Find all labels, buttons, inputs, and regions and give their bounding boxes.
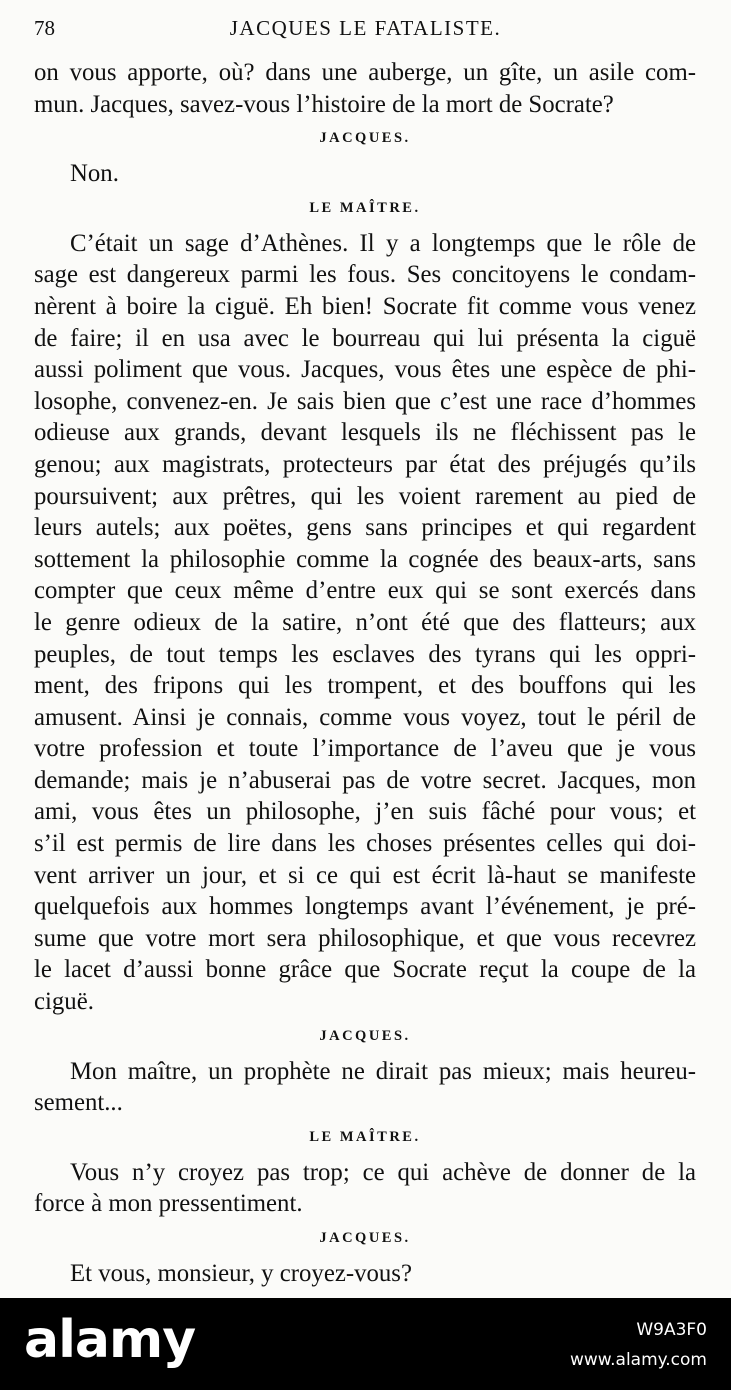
- speaker-heading: JACQUES.: [319, 1027, 411, 1044]
- text-line: genou; aux magistrats, protecteurs par état des préjugés qu’ils: [34, 450, 696, 478]
- text-line: on vous apporte, où? dans une auberge, un gîte, un asile com-: [34, 59, 696, 86]
- text-line: compter que ceux même d’entre eux qui se sont exercés dans: [34, 577, 696, 605]
- text-line: le genre odieux de la satire, n’ont été que des flatteurs; aux: [34, 608, 696, 636]
- watermark-url: www.alamy.com: [569, 1350, 707, 1370]
- text-line: leurs autels; aux poëtes, gens sans principes et qui regardent: [34, 514, 696, 542]
- text-line: C’était un sage d’Athènes. Il y a longtemps que le rôle de: [70, 229, 696, 257]
- text-line: losophe, convenez-en. Je sais bien que c’est une race d’hommes: [34, 387, 696, 415]
- paragraph: [34, 1157, 696, 1220]
- text-line: le lacet d’aussi bonne grâce que Socrate reçut la coupe de la: [34, 956, 696, 984]
- text-line: mun. Jacques, savez-vous l’histoire de la mort de Socrate?: [34, 90, 614, 118]
- speaker-heading: JACQUES.: [319, 1230, 411, 1246]
- paragraph: [34, 228, 696, 1018]
- text-line: quelquefois aux hommes longtemps avant l’événement, je pré-: [34, 893, 696, 921]
- text-line: s’il est permis de lire dans les choses présentes celles qui doi-: [34, 830, 696, 858]
- paragraph: [34, 158, 696, 190]
- paragraph: [34, 57, 696, 120]
- text-line: sement...: [34, 1089, 123, 1117]
- text-line: ment, des fripons qui les trompent, et des bouffons qui les: [34, 672, 696, 700]
- text-line: sage est dangereux parmi les fous. Ses concitoyens le condam-: [34, 261, 696, 289]
- text-line: de faire; il en usa avec le bourreau qui lui présenta la ciguë: [34, 324, 696, 352]
- alamy-logo: alamy: [24, 1310, 196, 1370]
- text-line: Et vous, monsieur, y croyez-vous?: [70, 1260, 412, 1287]
- text-line: ciguë.: [34, 988, 94, 1016]
- speaker-heading: JACQUES.: [319, 130, 411, 147]
- text-line: Mon maître, un prophète ne dirait pas mieux; mais heureu-: [70, 1057, 696, 1085]
- text-line: nèrent à boire la ciguë. Eh bien! Socrate fit comme vous venez: [34, 292, 696, 320]
- page-number: 78: [34, 16, 55, 40]
- text-line: force à mon pressentiment.: [34, 1190, 303, 1218]
- text-line: sottement la philosophie comme la cognée des beaux-arts, sans: [34, 545, 696, 573]
- text-line: Non.: [70, 160, 119, 188]
- image-id: W9A3F0: [636, 1320, 707, 1340]
- text-line: sume que votre mort sera philosophique, et que vous recevrez: [34, 924, 696, 952]
- watermark-banner: [0, 1298, 731, 1390]
- text-line: peuples, de tout temps les esclaves des tyrans qui les oppri-: [34, 640, 696, 668]
- speaker-heading: LE MAÎTRE.: [309, 199, 421, 216]
- text-line: poursuivent; aux prêtres, qui les voient rarement au pied de: [34, 482, 696, 510]
- paragraph: [34, 1258, 696, 1290]
- text-line: Vous n’y croyez pas trop; ce qui achève de donner de la: [70, 1158, 696, 1186]
- page-header: [34, 16, 697, 46]
- paragraph: [34, 1056, 696, 1119]
- speaker-heading: LE MAÎTRE.: [309, 1128, 421, 1145]
- text-line: aussi poliment que vous. Jacques, vous êtes une espèce de phi-: [34, 356, 696, 384]
- text-line: odieuse aux grands, devant lesquels ils ne fléchissent pas le: [34, 419, 696, 447]
- text-line: amusent. Ainsi je connais, comme vous voyez, tout le péril de: [34, 703, 696, 731]
- text-line: demande; mais je n’abuserai pas de votre secret. Jacques, mon: [34, 766, 696, 794]
- text-line: vent arriver un jour, et si ce qui est écrit là-haut se manifeste: [34, 861, 696, 889]
- text-line: votre profession et toute l’importance de l’aveu que je vous: [34, 735, 696, 763]
- body-text: [34, 57, 696, 1290]
- running-title: JACQUES LE FATALISTE.: [229, 16, 502, 40]
- text-line: ami, vous êtes un philosophe, j’en suis fâché pour vous; et: [34, 798, 696, 826]
